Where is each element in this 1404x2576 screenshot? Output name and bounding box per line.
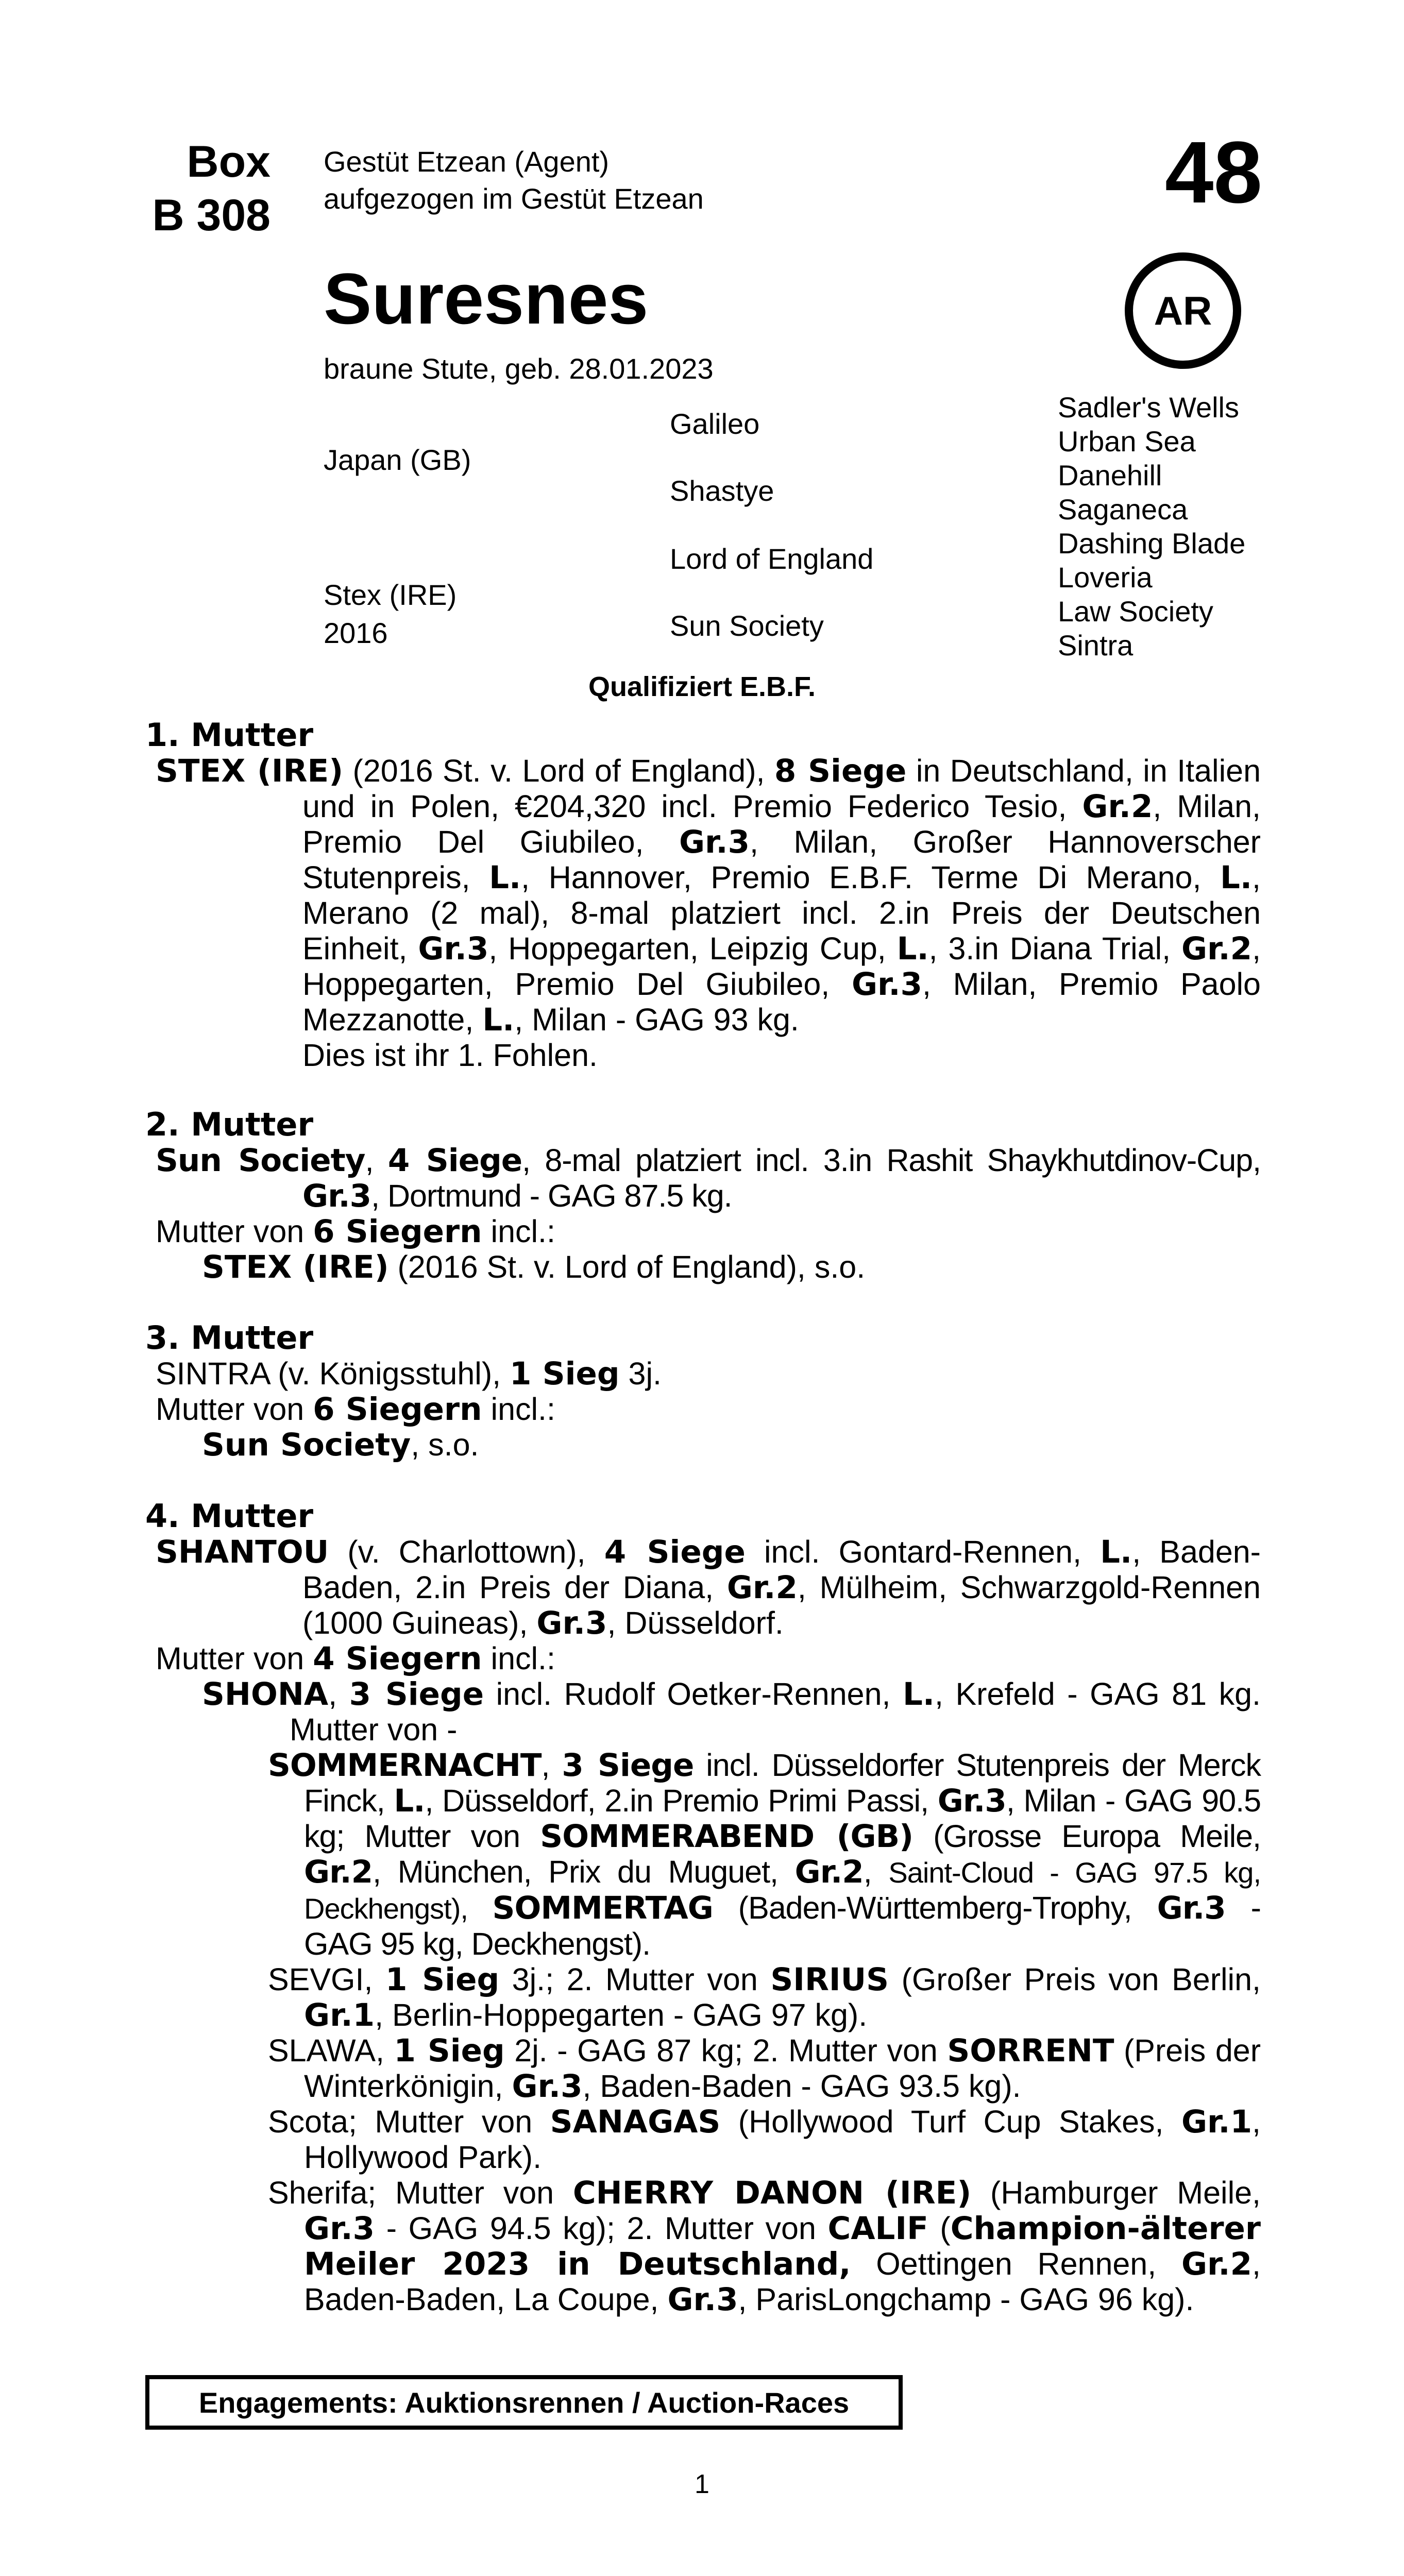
text: , Düsseldorf, 2.in Premio Primi Passi, (425, 1783, 938, 1818)
grade: Gr.2 (1181, 930, 1253, 967)
offspring-name: CALIF (827, 2210, 928, 2247)
offspring-name: SOMMERNACHT (268, 1747, 542, 1784)
text: , (328, 1676, 349, 1711)
dam-name: STEX (IRE) (156, 753, 344, 789)
listed: L. (1100, 1534, 1132, 1570)
offspring-name: SANAGAS (550, 2104, 721, 2140)
text: (Baden-Württemberg-Trophy, (713, 1890, 1157, 1925)
winners-count: 6 Siegern (313, 1213, 482, 1250)
offspring-name: SOMMERABEND (GB) (540, 1818, 913, 1855)
offspring-name: SHONA (202, 1676, 329, 1713)
offspring-name: SIRIUS (770, 1961, 889, 1998)
text: , Milan, Premio Del Giubileo, (302, 789, 1261, 859)
grade: Gr.2 (1082, 788, 1153, 825)
text: - GAG 94.5 kg); 2. Mutter von (375, 2211, 828, 2246)
champion-title: Champion-älterer Meiler 2023 in Deutschland, (304, 2210, 1261, 2282)
wins: 1 Sieg (510, 1355, 620, 1392)
text: (Hamburger Meile, (971, 2175, 1261, 2210)
text: 3j. (619, 1356, 662, 1391)
pedigree-ancestor: Sintra (1058, 629, 1134, 662)
raised-line: aufgezogen im Gestüt Etzean (324, 182, 704, 215)
text: , 3.in Diana Trial, (928, 931, 1181, 966)
text: , Milan, Großer Hannoverscher Stutenpreis, (302, 824, 1261, 895)
agent-line: Gestüt Etzean (Agent) (324, 145, 610, 178)
offspring-name: SLAWA, (268, 2033, 394, 2068)
box-label (153, 135, 271, 242)
mother-of-line (156, 1392, 1261, 1427)
pedigree-granddam-sire-side: Shastye (670, 474, 774, 507)
text: , (541, 1748, 562, 1783)
wins: 8 Siege (774, 753, 907, 789)
text: , (863, 1854, 889, 1889)
pedigree-column3 (1058, 391, 1245, 663)
text: , Düsseldorf. (607, 1605, 784, 1640)
text: Mutter von (156, 1214, 313, 1249)
horse-name: Suresnes (324, 258, 649, 339)
grade: Gr.2 (794, 1854, 864, 1890)
listed: L. (482, 1002, 515, 1038)
text: , Krefeld - GAG 81 kg. Mutter von - (290, 1676, 1261, 1747)
offspring-name: Sherifa; Mutter von (268, 2175, 573, 2210)
text: , Hannover, Premio E.B.F. Terme Di Merano, (521, 860, 1220, 895)
grade: Gr.3 (937, 1783, 1006, 1819)
wins: 4 Siege (604, 1534, 746, 1570)
offspring-record-scota (268, 2104, 1261, 2175)
section-title: 2. Mutter (145, 1106, 314, 1143)
pedigree-sire: Japan (GB) (324, 444, 471, 476)
wins: 1 Sieg (385, 1961, 500, 1998)
text: , Milan, Premio Paolo Mezzanotte, (302, 967, 1261, 1037)
text: ( (928, 2211, 951, 2246)
mother-of-line (156, 1641, 1261, 1676)
text: , Baden-Baden - GAG 93.5 kg). (582, 2069, 1021, 2104)
text: , Baden-Baden, 2.in Preis der Diana, (302, 1534, 1261, 1605)
box-number: B 308 (152, 191, 270, 240)
section-mutter-1 (145, 717, 1261, 1073)
offspring-record-sherifa (268, 2175, 1261, 2317)
listed: L. (902, 1676, 935, 1713)
text: , Hollywood Park). (304, 2104, 1261, 2175)
ar-badge-label: AR (1154, 287, 1212, 333)
pedigree-ancestor: Danehill (1058, 459, 1162, 492)
listed: L. (896, 930, 929, 967)
pedigree-granddam: Sun Society (670, 609, 824, 642)
section-mutter-3 (145, 1320, 1261, 1463)
engagements-box (145, 2375, 903, 2430)
grade: Gr.2 (304, 1854, 373, 1890)
listed: L. (1220, 859, 1253, 896)
pedigree-ancestor: Dashing Blade (1058, 527, 1246, 560)
dam-record (156, 1356, 1261, 1392)
text: , Baden-Baden, La Coupe, (304, 2246, 1261, 2317)
text: (Großer Preis von Berlin, (889, 1962, 1261, 1997)
grade: Gr.3 (667, 2281, 738, 2318)
section-title: 3. Mutter (145, 1319, 314, 1357)
dam-name: Sun Society (156, 1142, 365, 1179)
pedigree-dam: Stex (IRE) (324, 579, 457, 611)
text: incl.: (482, 1214, 555, 1249)
offspring-name: SOMMERTAG (492, 1890, 713, 1926)
breeder-info (324, 143, 704, 217)
text: , München, Prix du Muguet, (373, 1854, 795, 1889)
text: incl. Düsseldorfer Stutenpreis der Merck Finck, (304, 1748, 1261, 1818)
text: in Deutschland, in Italien und in Polen, €204,320 incl. Premio Federico Tesio, (302, 753, 1261, 824)
listed: L. (489, 859, 521, 896)
wins: 3 Siege (562, 1747, 694, 1784)
text: incl. Rudolf Oetker-Rennen, (484, 1676, 903, 1711)
wins: 4 Siege (387, 1142, 522, 1179)
text: (Preis der Winterkönigin, (304, 2033, 1261, 2104)
pedigree-ancestor: Loveria (1058, 561, 1153, 594)
offspring-record-slawa (268, 2033, 1261, 2104)
text: , 8-mal platziert incl. 3.in Rashit Shaykhutdinov-Cup, (522, 1143, 1261, 1178)
grade: Gr.2 (726, 1569, 798, 1606)
offspring-record (202, 1427, 1261, 1463)
dam-record (156, 753, 1261, 1038)
offspring-record-sommernacht (268, 1748, 1261, 1962)
engagements-label: Engagements: Auktionsrennen / Auction-Races (198, 2386, 850, 2419)
grade: Gr.3 (1157, 1890, 1226, 1926)
text: Mutter von (156, 1641, 313, 1676)
dam-record (156, 1143, 1261, 1214)
text: , ParisLongchamp - GAG 96 kg). (738, 2282, 1194, 2317)
grade: Gr.2 (1181, 2246, 1253, 2282)
section-title: 4. Mutter (145, 1497, 314, 1535)
foal-note: Dies ist ihr 1. Fohlen. (302, 1038, 598, 1073)
text: , Milan - GAG 90.5 kg; Mutter von (304, 1783, 1261, 1854)
text: , Mülheim, Schwarzgold-Rennen (1000 Guineas), (302, 1570, 1261, 1640)
grade: Gr.3 (679, 824, 750, 860)
grade: Gr.3 (851, 966, 923, 1003)
text: , Hoppegarten, Premio Del Giubileo, (302, 931, 1261, 1002)
qualification: Qualifiziert E.B.F. (588, 671, 816, 702)
section-title: 1. Mutter (145, 716, 314, 754)
offspring-name: SEVGI, (268, 1962, 385, 1997)
pedigree-ancestor: Sadler's Wells (1058, 391, 1239, 423)
mother-of-line (156, 1214, 1261, 1249)
text: 3j.; 2. Mutter von (499, 1962, 771, 1997)
offspring-name: SORRENT (947, 2032, 1114, 2069)
text: - GAG 95 kg, Deckhengst). (304, 1890, 1261, 1961)
text: , Milan - GAG 93 kg. (514, 1002, 799, 1037)
dam-name: SINTRA (v. Königsstuhl), (156, 1356, 510, 1391)
box-line1: Box (187, 137, 270, 187)
grade: Gr.3 (304, 2210, 375, 2247)
offspring-name: Scota; Mutter von (268, 2104, 550, 2139)
listed: L. (394, 1783, 425, 1819)
text: incl.: (482, 1392, 555, 1427)
grade: Gr.3 (536, 1605, 607, 1641)
text: (Hollywood Turf Cup Stakes, (720, 2104, 1181, 2139)
text: , s.o. (411, 1427, 479, 1462)
pedigree-dam-year: 2016 (324, 617, 388, 649)
dam-record (156, 1534, 1261, 1641)
text: , Berlin-Hoppegarten - GAG 97 kg). (375, 1997, 868, 2032)
pedigree-ancestor: Urban Sea (1058, 425, 1196, 457)
ar-badge (1125, 252, 1241, 369)
text: (v. Charlottown), (329, 1534, 604, 1569)
text: Oettingen Rennen, (851, 2246, 1181, 2281)
grade: Gr.3 (418, 930, 489, 967)
text: , Dortmund - GAG 87.5 kg. (371, 1178, 732, 1213)
text: , (365, 1143, 388, 1178)
grade: Gr.1 (304, 1997, 375, 2033)
section-mutter-2 (145, 1107, 1261, 1285)
pedigree-ancestor: Law Society (1058, 595, 1213, 628)
horse-description: braune Stute, geb. 28.01.2023 (324, 352, 714, 385)
wins: 1 Sieg (394, 2032, 505, 2069)
grade: Gr.3 (512, 2068, 583, 2105)
text: , Hoppegarten, Leipzig Cup, (488, 931, 897, 966)
grade: Gr.3 (302, 1178, 371, 1214)
dam-name: SHANTOU (156, 1534, 329, 1570)
pedigree-ancestor: Saganeca (1058, 493, 1188, 526)
text: (Grosse Europa Meile, (913, 1819, 1261, 1854)
offspring-name: STEX (IRE) (202, 1249, 389, 1285)
text: incl.: (482, 1641, 555, 1676)
pedigree-grandsire: Galileo (670, 408, 760, 440)
winners-count: 4 Siegern (313, 1640, 482, 1677)
offspring-record-shona (202, 1676, 1261, 1748)
text: 2j. - GAG 87 kg; 2. Mutter von (504, 2033, 948, 2068)
text: (2016 St. v. Lord of England), (343, 753, 774, 788)
offspring-name: CHERRY DANON (IRE) (572, 2175, 972, 2211)
text: Saint-Cloud - GAG 97.5 kg, Deckhengst), (304, 1856, 1261, 1925)
winners-count: 6 Siegern (313, 1391, 482, 1428)
grade: Gr.1 (1181, 2104, 1253, 2140)
offspring-name: Sun Society (202, 1427, 411, 1463)
text: incl. Gontard-Rennen, (745, 1534, 1101, 1569)
page-number: 1 (695, 2469, 709, 2499)
text: , Merano (2 mal), 8-mal platziert incl. 2.in Preis der Deutschen Einheit, (302, 860, 1261, 966)
lot-number: 48 (1164, 124, 1262, 222)
text: (2016 St. v. Lord of England), s.o. (388, 1249, 866, 1284)
pedigree-grandsire-dam-side: Lord of England (670, 543, 874, 575)
offspring-record-sevgi (268, 1962, 1261, 2033)
offspring-record (202, 1249, 1261, 1285)
section-mutter-4 (145, 1498, 1261, 2317)
text: Mutter von (156, 1392, 313, 1427)
wins: 3 Siege (349, 1676, 484, 1713)
